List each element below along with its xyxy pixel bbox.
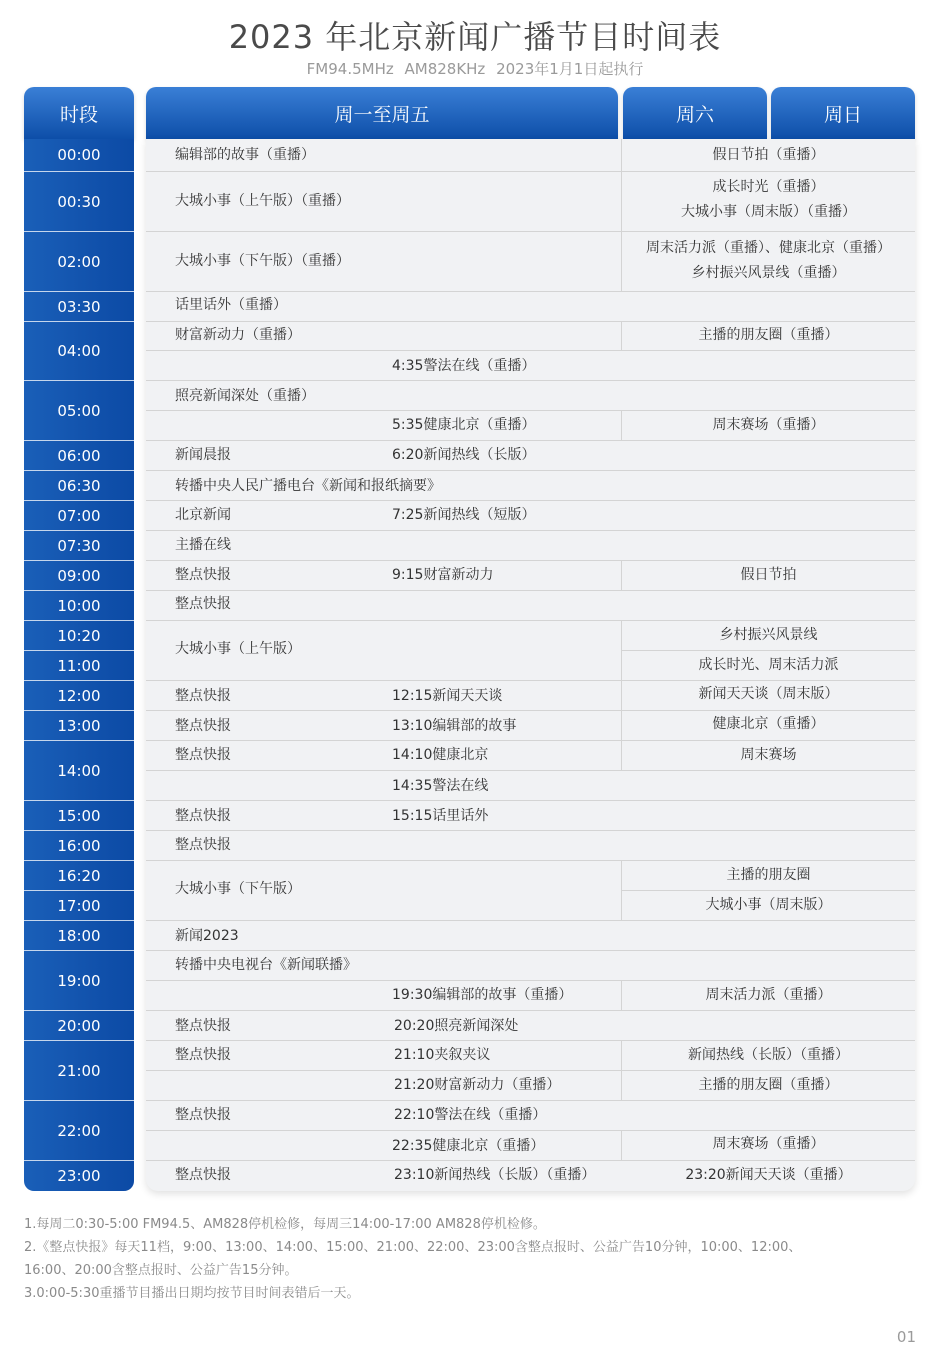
program-cell: 4:35警法在线（重播） bbox=[392, 358, 536, 374]
row-divider bbox=[146, 530, 915, 531]
row-divider bbox=[146, 440, 915, 441]
time-slot: 00:30 bbox=[24, 171, 134, 231]
row-divider bbox=[146, 1160, 915, 1161]
program-cell: 转播中央电视台《新闻联播》 bbox=[175, 957, 357, 973]
time-slot: 15:00 bbox=[24, 800, 134, 830]
program-cell: 大城小事（上午版） bbox=[175, 641, 301, 657]
row-divider bbox=[146, 1130, 915, 1131]
header-time: 时段 bbox=[24, 87, 134, 139]
time-slot: 19:00 bbox=[24, 950, 134, 1010]
row-divider bbox=[146, 410, 915, 411]
row-divider bbox=[146, 1100, 915, 1101]
program-cell: 乡村振兴风景线（重播） bbox=[691, 265, 846, 281]
program-cell: 财富新动力（重播） bbox=[175, 327, 301, 343]
program-cell: 整点快报 bbox=[175, 1167, 231, 1183]
program-cell: 周末活力派（重播） bbox=[705, 987, 832, 1003]
program-cell: 编辑部的故事（重播） bbox=[175, 147, 315, 163]
schedule-panel bbox=[146, 139, 915, 1191]
header-saturday: 周六 bbox=[623, 87, 767, 139]
row-divider bbox=[146, 800, 915, 801]
page-subtitle: FM94.5MHz AM828KHz 2023年1月1日起执行 bbox=[306, 60, 644, 78]
program-cell: 成长时光（重播） bbox=[712, 179, 825, 195]
row-divider bbox=[146, 1070, 915, 1071]
program-cell: 主播的朋友圈（重播） bbox=[698, 327, 839, 343]
program-cell: 北京新闻 bbox=[175, 507, 231, 523]
row-divider bbox=[146, 680, 915, 681]
program-cell: 乡村振兴风景线 bbox=[719, 627, 818, 643]
row-divider bbox=[146, 830, 915, 831]
program-cell: 大城小事（上午版）（重播） bbox=[175, 193, 350, 209]
row-divider bbox=[146, 380, 915, 381]
program-cell: 9:15财富新动力 bbox=[392, 567, 494, 583]
program-cell: 14:35警法在线 bbox=[392, 778, 489, 794]
header-sunday: 周日 bbox=[771, 87, 915, 139]
row-divider bbox=[146, 740, 915, 741]
program-cell: 整点快报 bbox=[175, 596, 231, 612]
time-slot: 05:00 bbox=[24, 380, 134, 440]
row-divider bbox=[146, 710, 915, 711]
program-cell: 大城小事（下午版）（重播） bbox=[175, 253, 350, 269]
row-divider bbox=[146, 860, 915, 861]
time-slot: 00:00 bbox=[57, 146, 101, 164]
row-divider bbox=[621, 650, 915, 651]
program-cell: 周末赛场（重播） bbox=[712, 417, 825, 433]
program-cell: 整点快报 bbox=[175, 808, 231, 824]
program-cell: 新闻天天谈（周末版） bbox=[698, 686, 839, 702]
program-cell: 周末赛场（重播） bbox=[712, 1136, 825, 1152]
program-cell: 22:10警法在线（重播） bbox=[394, 1107, 547, 1123]
row-divider bbox=[146, 321, 915, 322]
program-cell: 大城小事（周末版） bbox=[705, 897, 832, 913]
program-cell: 假日节拍（重播） bbox=[712, 147, 825, 163]
program-cell: 21:20财富新动力（重播） bbox=[394, 1077, 561, 1093]
program-cell: 照亮新闻深处（重播） bbox=[175, 388, 315, 404]
time-slot: 04:00 bbox=[24, 321, 134, 380]
row-divider bbox=[146, 950, 915, 951]
page-title: 2023 年北京新闻广播节目时间表 bbox=[228, 18, 722, 56]
program-cell: 19:30编辑部的故事（重播） bbox=[392, 987, 573, 1003]
row-divider bbox=[146, 500, 915, 501]
footnote: 2.《整点快报》每天11档，9:00、13:00、14:00、15:00、21:00、22:00、23:00含整点报时、公益广告10分钟，10:00、12:00、 bbox=[24, 1240, 802, 1255]
program-cell: 整点快报 bbox=[175, 1018, 231, 1034]
program-cell: 主播在线 bbox=[175, 537, 231, 553]
program-cell: 大城小事（周末版）（重播） bbox=[681, 204, 856, 220]
time-slot: 13:00 bbox=[24, 710, 134, 740]
row-divider bbox=[146, 920, 915, 921]
program-cell: 整点快报 bbox=[175, 747, 231, 763]
program-cell: 20:20照亮新闻深处 bbox=[394, 1018, 519, 1034]
time-slot: 14:00 bbox=[24, 740, 134, 800]
program-cell: 23:20新闻天天谈（重播） bbox=[685, 1167, 852, 1183]
time-slot: 03:30 bbox=[24, 291, 134, 321]
program-cell: 健康北京（重播） bbox=[712, 716, 825, 732]
program-cell: 大城小事（下午版） bbox=[175, 881, 301, 897]
time-slot: 23:00 bbox=[24, 1160, 134, 1191]
program-cell: 周末活力派（重播）、健康北京（重播） bbox=[646, 240, 891, 256]
footnote: 1.每周二0:30-5:00 FM94.5、AM828停机检修，每周三14:00-17:00 AM828停机检修。 bbox=[24, 1217, 546, 1232]
program-cell: 周末赛场 bbox=[740, 747, 797, 763]
program-cell: 21:10夹叙夹议 bbox=[394, 1047, 491, 1063]
footnote: 3.0:00-5:30重播节目播出日期均按节目时间表错后一天。 bbox=[24, 1286, 360, 1301]
program-cell: 整点快报 bbox=[175, 688, 231, 704]
row-divider bbox=[146, 560, 915, 561]
row-divider bbox=[146, 171, 915, 172]
program-cell: 成长时光、周末活力派 bbox=[698, 657, 839, 673]
program-cell: 整点快报 bbox=[175, 837, 231, 853]
program-cell: 22:35健康北京（重播） bbox=[392, 1138, 545, 1154]
footnote: 16:00、20:00含整点报时、公益广告15分钟。 bbox=[24, 1263, 298, 1278]
time-slot: 02:00 bbox=[24, 231, 134, 291]
row-divider bbox=[146, 770, 915, 771]
row-divider bbox=[146, 231, 915, 232]
time-slot: 10:00 bbox=[24, 590, 134, 620]
program-cell: 15:15话里话外 bbox=[392, 808, 489, 824]
time-slot: 16:00 bbox=[24, 830, 134, 860]
time-slot: 10:20 bbox=[24, 620, 134, 650]
time-slot: 09:00 bbox=[24, 560, 134, 590]
program-cell: 转播中央人民广播电台《新闻和报纸摘要》 bbox=[175, 478, 441, 494]
program-cell: 主播的朋友圈（重播） bbox=[698, 1077, 839, 1093]
time-slot: 12:00 bbox=[24, 680, 134, 710]
time-slot: 16:20 bbox=[24, 860, 134, 890]
time-slot: 06:00 bbox=[24, 440, 134, 470]
program-cell: 13:10编辑部的故事 bbox=[392, 718, 517, 734]
row-divider bbox=[621, 890, 915, 891]
time-slot: 21:00 bbox=[24, 1040, 134, 1100]
time-slot: 07:00 bbox=[24, 500, 134, 530]
row-divider bbox=[146, 980, 915, 981]
row-divider bbox=[146, 590, 915, 591]
time-slot: 06:30 bbox=[24, 470, 134, 500]
program-cell: 12:15新闻天天谈 bbox=[392, 688, 503, 704]
row-divider bbox=[146, 620, 915, 621]
row-divider bbox=[146, 291, 915, 292]
time-slot: 17:00 bbox=[24, 890, 134, 920]
program-cell: 整点快报 bbox=[175, 1107, 231, 1123]
program-cell: 5:35健康北京（重播） bbox=[392, 417, 536, 433]
program-cell: 7:25新闻热线（短版） bbox=[392, 507, 536, 523]
header-weekday: 周一至周五 bbox=[146, 87, 618, 139]
row-divider bbox=[146, 350, 915, 351]
program-cell: 主播的朋友圈 bbox=[726, 867, 811, 883]
program-cell: 整点快报 bbox=[175, 718, 231, 734]
program-cell: 整点快报 bbox=[175, 1047, 231, 1063]
program-cell: 新闻2023 bbox=[175, 928, 239, 944]
program-cell: 新闻热线（长版）（重播） bbox=[688, 1047, 849, 1063]
program-cell: 14:10健康北京 bbox=[392, 747, 489, 763]
program-cell: 整点快报 bbox=[175, 567, 231, 583]
program-cell: 话里话外（重播） bbox=[175, 297, 287, 313]
program-cell: 假日节拍 bbox=[740, 567, 797, 583]
row-divider bbox=[146, 470, 915, 471]
time-slot: 20:00 bbox=[24, 1010, 134, 1040]
time-slot: 11:00 bbox=[24, 650, 134, 680]
footnotes bbox=[24, 1213, 929, 1305]
time-slot: 22:00 bbox=[24, 1100, 134, 1160]
program-cell: 新闻晨报 bbox=[175, 447, 231, 463]
time-slot: 07:30 bbox=[24, 530, 134, 560]
time-column bbox=[24, 139, 134, 1191]
page-number: 01 bbox=[896, 1328, 916, 1346]
program-cell: 6:20新闻热线（长版） bbox=[392, 447, 536, 463]
program-cell: 23:10新闻热线（长版）（重播） bbox=[394, 1167, 596, 1183]
row-divider bbox=[146, 1010, 915, 1011]
time-slot: 18:00 bbox=[24, 920, 134, 950]
row-divider bbox=[146, 1040, 915, 1041]
